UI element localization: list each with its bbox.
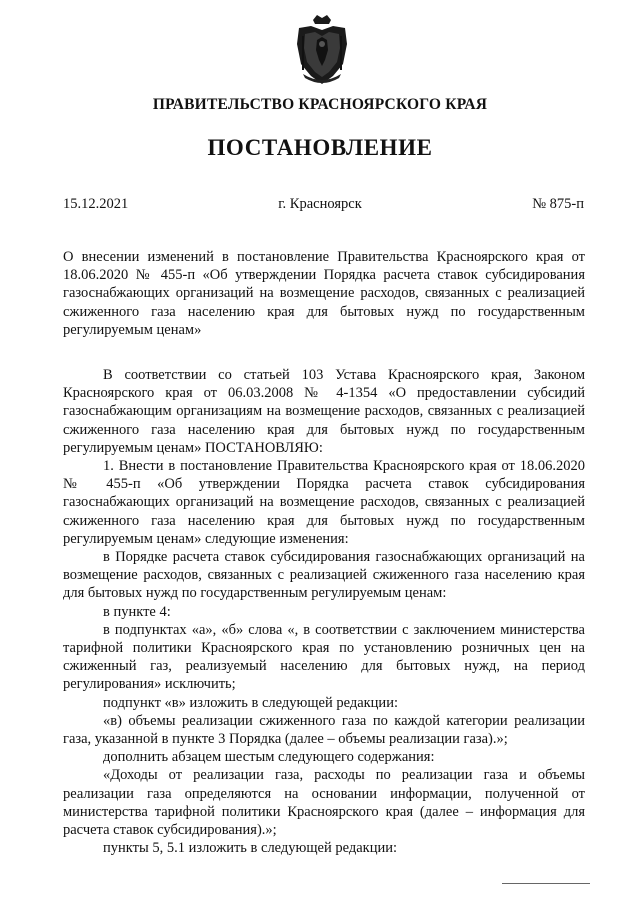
body-paragraph: В соответствии со статьей 103 Устава Красноярского края, Законом Красноярского края от 06.03.2008 № 4-1354 «О предоставлении субсидий газоснабжающим организациям на возмещение расходов, связанных с реализацией сжиженного газа населению края для бытовых нужд по государственным регулируемым ценам» ПОСТАНОВЛЯЮ: [63, 367, 585, 456]
document-type-title: ПОСТАНОВЛЕНИЕ [207, 135, 433, 160]
document-subject: О внесении изменений в постановление Правительства Красноярского края от 18.06.2020 № 455-п «Об утверждении Порядка расчета ставок субсидирования газоснабжающих организаций на возмещение расходов, связанных с реализацией сжиженного газа населению края для бытовых нужд по государственным регулируемым ценам» [63, 249, 585, 338]
body-paragraph: подпункт «в» изложить в следующей редакции: [103, 694, 398, 711]
body-paragraph: 1. Внести в постановление Правительства Красноярского края от 18.06.2020 № 455-п «Об утверждении Порядка расчета ставок субсидирования газоснабжающих организаций на возмещение расходов, связанных с реализацией сжиженного газа населению края для бытовых нужд по государственным регулируемым ценам» следующие изменения: [63, 458, 585, 547]
body-paragraph: пункты 5, 5.1 изложить в следующей редакции: [103, 840, 398, 857]
government-title: ПРАВИТЕЛЬСТВО КРАСНОЯРСКОГО КРАЯ [152, 96, 488, 113]
body-paragraph: «в) объемы реализации сжиженного газа по каждой категории реализации газа, указанной в пункте 3 Порядка (далее – объемы реализации газа).»; [63, 712, 585, 748]
body-paragraph: «Доходы от реализации газа, расходы по реализации газа и объемы реализации газа определяются на основании информации, полученной от министерства тарифной политики Красноярского края (далее – информация для расчета ставок субсидирования).»; [63, 767, 585, 839]
document-place: г. Красноярск [278, 196, 362, 212]
document-number: № 875-п [532, 196, 584, 212]
body-paragraph: в подпунктах «а», «б» слова «, в соответствии с заключением министерства тарифной политики Красноярского края по установлению розничных цен на сжиженный газ, реализуемый населению для бытовых нужд, на период регулирования» исключить; [63, 621, 585, 693]
footer-divider [502, 883, 590, 884]
coat-of-arms-emblem [293, 14, 351, 86]
document-body [63, 366, 585, 857]
body-paragraph: дополнить абзацем шестым следующего содержания: [103, 749, 435, 766]
body-paragraph: в Порядке расчета ставок субсидирования газоснабжающих организаций на возмещение расходов, связанных с реализацией сжиженного газа населению края для бытовых нужд по государственным регулируемым ценам: [63, 549, 585, 602]
document-date: 15.12.2021 [63, 196, 129, 212]
body-paragraph: в пункте 4: [103, 603, 171, 620]
